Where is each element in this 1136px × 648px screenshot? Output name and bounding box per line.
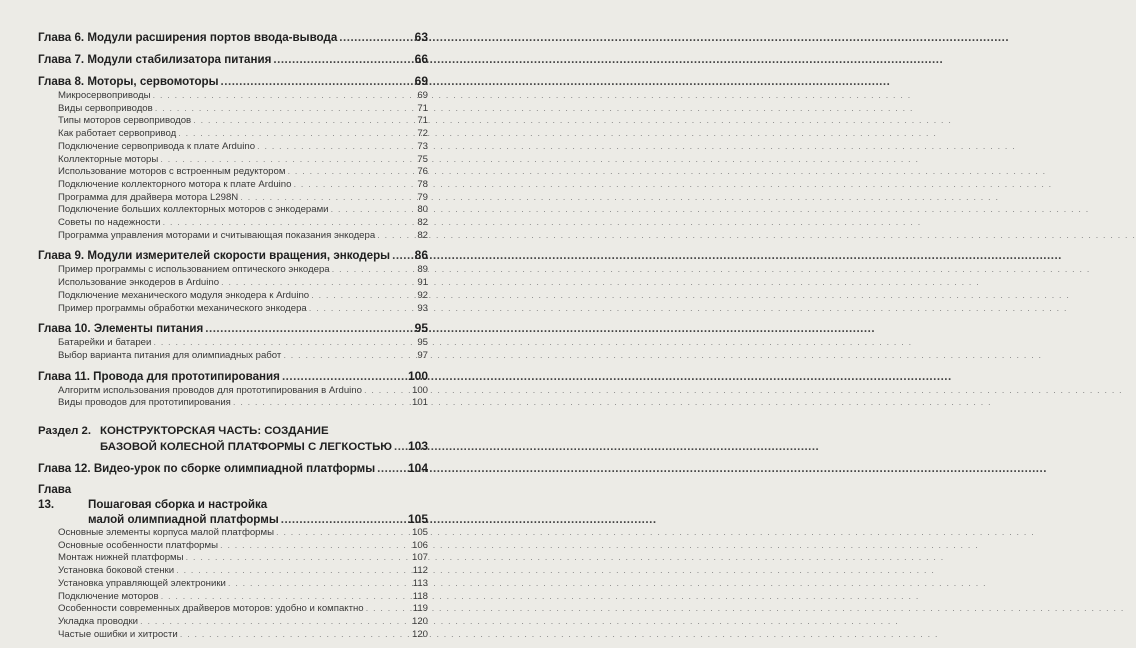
chapter-title: Элементы питания bbox=[93, 322, 204, 336]
section-title: Подключение сервопривода к плате Arduino bbox=[58, 140, 256, 152]
section-page-number: 91 bbox=[417, 277, 428, 289]
chapter13-title-line1 bbox=[38, 482, 428, 512]
dot-leader bbox=[221, 277, 410, 290]
chapter-number: Глава 11. bbox=[38, 369, 90, 383]
toc-section bbox=[38, 629, 428, 642]
section-title: Виды проводов для прототипирования bbox=[58, 397, 231, 409]
chapter-title: Провода для прототипирования bbox=[93, 369, 280, 383]
section-title: Использование моторов с встроенным редуктором bbox=[58, 166, 286, 178]
section-title: Типы моторов сервоприводов bbox=[58, 115, 192, 127]
dot-leader bbox=[282, 369, 406, 385]
chapter-title: Пошаговая сборка и настройка bbox=[88, 498, 268, 512]
section-page-number: 69 bbox=[417, 90, 428, 101]
dot-leader bbox=[281, 512, 406, 527]
toc-section bbox=[38, 141, 428, 154]
chapter-number: Глава 6. bbox=[38, 31, 85, 44]
toc-section bbox=[38, 337, 428, 350]
chapter-page-number: 66 bbox=[414, 52, 428, 66]
section-title: Установка управляющей электроники bbox=[58, 577, 226, 589]
part-title-line2-text: БАЗОВОЙ КОЛЕСНОЙ ПЛАТФОРМЫ С ЛЕГКОСТЬЮ bbox=[100, 441, 393, 454]
section-title: Батарейки и батареи bbox=[58, 337, 152, 349]
part-title-text: КОНСТРУКТОРСКАЯ ЧАСТЬ: СОЗДАНИЕ bbox=[100, 425, 329, 438]
dot-leader bbox=[394, 440, 406, 455]
chapter13-title-line2 bbox=[38, 512, 428, 527]
toc-section bbox=[38, 230, 428, 243]
toc-section bbox=[38, 565, 428, 578]
dot-leader bbox=[176, 565, 410, 578]
toc-section bbox=[38, 166, 428, 179]
toc-chapter-7 bbox=[38, 51, 428, 68]
dot-leader bbox=[161, 591, 410, 604]
toc-section bbox=[38, 603, 428, 616]
toc-section bbox=[38, 217, 428, 230]
section-title: Подключение больших коллекторных моторов с энкодерами bbox=[58, 204, 329, 216]
section-title: Подключение механического модуля энкодера к Arduino bbox=[58, 289, 310, 301]
toc-section bbox=[38, 204, 428, 217]
chapter-number: Глава 9. bbox=[38, 249, 85, 263]
section-page-number: 97 bbox=[417, 349, 428, 361]
dot-leader bbox=[221, 74, 406, 90]
section-page-number: 82 bbox=[417, 217, 428, 229]
dot-leader bbox=[153, 90, 410, 103]
dot-leader bbox=[178, 128, 410, 141]
toc-page bbox=[0, 0, 450, 648]
section-page-number: 107 bbox=[411, 552, 428, 564]
chapter-page-number: 104 bbox=[407, 461, 428, 476]
dot-leader bbox=[332, 264, 410, 277]
toc-section bbox=[38, 264, 428, 277]
toc-part-2 bbox=[38, 424, 428, 455]
section-page-number: 71 bbox=[417, 115, 428, 127]
dot-leader bbox=[276, 527, 410, 540]
chapter-number: Глава 12. bbox=[38, 462, 91, 476]
toc-chapter-8 bbox=[38, 73, 428, 90]
section-page-number: 79 bbox=[417, 191, 428, 203]
toc-chapter-12 bbox=[38, 460, 428, 477]
dot-leader bbox=[233, 397, 410, 410]
toc-section bbox=[38, 128, 428, 141]
dot-leader bbox=[153, 337, 410, 350]
chapter-title: Модули измерителей скорости вращения, энкодеры bbox=[87, 249, 391, 263]
dot-leader bbox=[366, 603, 410, 616]
toc-section bbox=[38, 616, 428, 629]
chapter-title: Моторы, сервомоторы bbox=[87, 75, 219, 88]
section-title: Укладка проводки bbox=[58, 615, 139, 627]
section-title: Программа для драйвера мотора L298N bbox=[58, 191, 239, 203]
section-page-number: 100 bbox=[411, 384, 428, 396]
dot-leader bbox=[364, 385, 410, 398]
section-title: Использование энкодеров в Arduino bbox=[58, 277, 220, 289]
toc-section bbox=[38, 303, 428, 316]
chapter-number: Глава 7. bbox=[38, 53, 85, 66]
section-title: Программа управления моторами и считывающая показания энкодера bbox=[58, 229, 376, 241]
section-title: Монтаж нижней платформы bbox=[58, 552, 184, 564]
section-title: Коллекторные моторы bbox=[58, 153, 159, 165]
section-page-number: 71 bbox=[417, 102, 428, 114]
section-title: Подключение моторов bbox=[58, 590, 159, 602]
chapter-title: Модули стабилизатора питания bbox=[87, 53, 272, 66]
section-page-number: 113 bbox=[412, 577, 428, 589]
dot-leader bbox=[193, 115, 410, 128]
dot-leader bbox=[155, 103, 410, 116]
toc-section bbox=[38, 103, 428, 116]
toc-section bbox=[38, 290, 428, 303]
chapter-page-number: 86 bbox=[414, 248, 428, 263]
section-page-number: 120 bbox=[411, 615, 428, 627]
section-page-number: 119 bbox=[412, 603, 428, 615]
dot-leader bbox=[392, 248, 406, 264]
dot-leader bbox=[220, 540, 410, 553]
part-title-line1 bbox=[38, 424, 428, 439]
section-page-number: 101 bbox=[411, 397, 428, 409]
dot-leader bbox=[160, 154, 410, 167]
chapter-title: Модули расширения портов ввода-вывода bbox=[87, 31, 338, 44]
toc-chapter-6 bbox=[38, 29, 428, 46]
toc-section bbox=[38, 277, 428, 290]
section-page-number: 105 bbox=[411, 527, 428, 539]
section-page-number: 72 bbox=[417, 128, 428, 140]
section-page-number: 82 bbox=[417, 229, 428, 241]
dot-leader bbox=[331, 204, 410, 217]
section-title: Основные особенности платформы bbox=[58, 539, 218, 551]
section-page-number: 95 bbox=[417, 337, 428, 349]
toc-section bbox=[38, 397, 428, 410]
toc-chapters bbox=[38, 29, 428, 410]
section-page-number: 75 bbox=[417, 153, 428, 165]
dot-leader bbox=[377, 461, 406, 477]
toc-section bbox=[38, 154, 428, 167]
dot-leader bbox=[287, 166, 410, 179]
section-page-number: 112 bbox=[412, 565, 428, 577]
part-page-number: 103 bbox=[407, 439, 428, 454]
dot-leader bbox=[205, 321, 406, 337]
chapter-title: Видео-урок по сборке олимпиадной платформы bbox=[93, 462, 376, 476]
chapter-page-number: 95 bbox=[414, 321, 428, 336]
dot-leader bbox=[140, 616, 410, 629]
toc-chapter-13 bbox=[38, 482, 428, 527]
chapter13-sections bbox=[38, 527, 428, 641]
section-title: Частые ошибки и хитрости bbox=[58, 628, 178, 640]
toc-chapter-11 bbox=[38, 368, 428, 385]
chapter-page-number: 100 bbox=[407, 368, 428, 383]
section-title: Выбор варианта питания для олимпиадных работ bbox=[58, 349, 282, 361]
part-number: Раздел 2. bbox=[38, 425, 92, 438]
section-page-number: 78 bbox=[417, 178, 428, 190]
toc-section bbox=[38, 90, 428, 103]
section-title: Виды сервоприводов bbox=[58, 102, 153, 114]
toc-section bbox=[38, 115, 428, 128]
section-page-number: 76 bbox=[417, 166, 428, 178]
chapter-page-number: 105 bbox=[407, 512, 428, 527]
toc-section bbox=[38, 179, 428, 192]
dot-leader bbox=[377, 230, 410, 243]
part-title-line2 bbox=[38, 439, 428, 455]
dot-leader bbox=[162, 217, 410, 230]
section-title: Советы по надежности bbox=[58, 217, 161, 229]
section-page-number: 120 bbox=[411, 628, 428, 640]
dot-leader bbox=[309, 303, 410, 316]
dot-leader bbox=[228, 578, 410, 591]
chapter-title-line2: малой олимпиадной платформы bbox=[88, 513, 279, 527]
chapter-number: Глава 13. bbox=[38, 483, 72, 512]
dot-leader bbox=[240, 192, 410, 205]
section-title: Пример программы обработки механического энкодера bbox=[58, 302, 307, 314]
toc-chapter-9 bbox=[38, 247, 428, 264]
chapter-page-number: 69 bbox=[414, 74, 428, 88]
chapter-number: Глава 10. bbox=[38, 322, 91, 336]
chapter-page-number: 63 bbox=[414, 30, 428, 44]
chapter-number: Глава 8. bbox=[38, 75, 85, 88]
dot-leader bbox=[283, 350, 410, 363]
section-page-number: 92 bbox=[417, 289, 428, 301]
toc-chapter-10 bbox=[38, 320, 428, 337]
toc-section bbox=[38, 578, 428, 591]
toc-section bbox=[38, 385, 428, 398]
dot-leader bbox=[293, 179, 410, 192]
section-title: Пример программы с использованием оптического энкодера bbox=[58, 264, 330, 276]
dot-leader bbox=[257, 141, 410, 154]
section-title: Подключение коллекторного мотора к плате Arduino bbox=[58, 178, 292, 190]
dot-leader bbox=[339, 30, 406, 46]
dot-leader bbox=[186, 552, 410, 565]
section-title: Основные элементы корпуса малой платформы bbox=[58, 527, 275, 539]
section-page-number: 93 bbox=[417, 302, 428, 314]
dot-leader bbox=[273, 52, 406, 68]
section-page-number: 106 bbox=[411, 539, 428, 551]
toc-section bbox=[38, 540, 428, 553]
section-title: Особенности современных драйверов моторов: удобно и компактно bbox=[58, 603, 364, 615]
section-page-number: 73 bbox=[417, 140, 428, 152]
toc-section bbox=[38, 591, 428, 604]
section-title: Алгоритм использования проводов для прототипирования в Arduino bbox=[58, 384, 362, 396]
toc-section bbox=[38, 527, 428, 540]
dot-leader bbox=[311, 290, 410, 303]
dot-leader bbox=[180, 629, 410, 642]
section-page-number: 80 bbox=[417, 204, 428, 216]
section-page-number: 89 bbox=[417, 264, 428, 276]
toc-section bbox=[38, 192, 428, 205]
section-title: Установка боковой стенки bbox=[58, 565, 175, 577]
section-page-number: 118 bbox=[412, 590, 428, 602]
toc-section bbox=[38, 350, 428, 363]
section-title: Как работает сервопривод bbox=[58, 128, 177, 140]
toc-section bbox=[38, 552, 428, 565]
section-title: Микросервоприводы bbox=[58, 90, 151, 101]
